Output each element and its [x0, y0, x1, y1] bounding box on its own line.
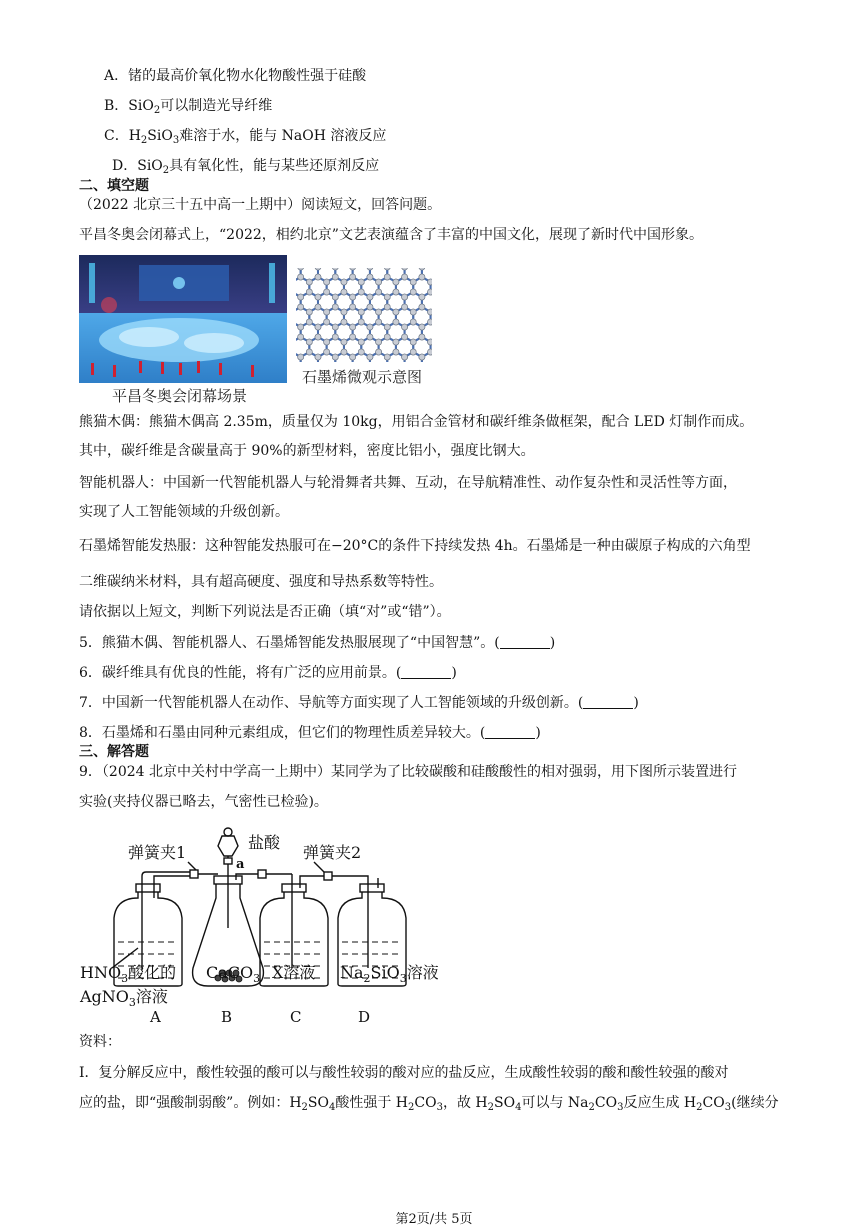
experiment-apparatus-diagram [78, 818, 438, 1028]
reference-1-line1: I．复分解反应中，酸性较强的酸可以与酸性较弱的酸对应的盐反应，生成酸性较弱的酸和酸性较强的酸对 [79, 1065, 729, 1081]
passage-source: （2022 北京三十五中高一上期中）阅读短文，回答问题。 [79, 197, 442, 213]
clip2-label: 弹簧夹2 [303, 843, 362, 862]
bottle-b-letter: B [221, 1008, 233, 1026]
question-9-line2: 实验(夹持仪器已略去，气密性已检验)。 [79, 794, 328, 810]
acid-label: 盐酸 [248, 833, 281, 852]
valve-label: a [236, 857, 245, 872]
section-heading-answer: 三、解答题 [79, 744, 149, 760]
clip1-label: 弹簧夹1 [128, 843, 187, 862]
passage-intro: 平昌冬奥会闭幕式上，“2022，相约北京”文艺表演蕴含了丰富的中国文化，展现了新时代中国形象。 [79, 227, 703, 243]
bottle-d-letter: D [358, 1008, 371, 1026]
passage-p1: 熊猫木偶：熊猫木偶高 2.35m，质量仅为 10kg，用铝合金管材和碳纤维条做框架，配合 LED 灯制作而成。 [79, 414, 754, 430]
question-9-line1: 9．（2024 北京中关村中学高一上期中）某同学为了比较碳酸和硅酸酸性的相对强弱，用下图所示装置进行 [79, 764, 737, 780]
photo1-caption: 平昌冬奥会闭幕场景 [112, 387, 248, 405]
option-c: C．$H_2SiO_3$难溶于水，能与 NaOH 溶液反应 [104, 128, 387, 146]
graphene-diagram [296, 268, 432, 362]
passage-p3: 智能机器人：中国新一代智能机器人与轮滑舞者共舞、互动，在导航精准性、动作复杂性和灵活性等方面， [79, 475, 737, 491]
passage-p4: 实现了人工智能领域的升级创新。 [79, 504, 289, 520]
option-d: D．SiO$_2$具有氧化性，能与某些还原剂反应 [112, 158, 380, 176]
passage-p7: 请依据以上短文，判断下列说法是否正确（填“对”或“错”）。 [79, 604, 451, 620]
bottle-c-letter: C [290, 1008, 302, 1026]
question-7: 7．中国新一代智能机器人在动作、导航等方面实现了人工智能领域的升级创新。( ) [79, 695, 639, 711]
question-8: 8．石墨烯和石墨由同种元素组成，但它们的物理性质差异较大。( ) [79, 725, 541, 741]
answer-blank-6[interactable] [401, 664, 451, 679]
option-b: B．SiO$_2$可以制造光导纤维 [104, 98, 273, 116]
section-heading-fill: 二、填空题 [79, 178, 149, 194]
passage-p2: 其中，碳纤维是含碳量高于 90%的新型材料，密度比铝小，强度比钢大。 [79, 443, 535, 459]
passage-p6: 二维碳纳米材料，具有超高硬度、强度和导热系数等特性。 [79, 574, 443, 590]
passage-p5: 石墨烯智能发热服：这种智能发热服可在−20°C的条件下持续发热 4h。石墨烯是一种由碳原子构成的六角型 [79, 538, 751, 554]
photo2-caption: 石墨烯微观示意图 [302, 368, 423, 386]
reference-1-line2: 应的盐，即“强酸制弱酸”。例如：$H_2SO_4$酸性强于 $H_2CO_3$，故 $H_2SO_4$可以与 $Na_2CO_3$反应生成 $H_2CO_3$(继续分 [79, 1095, 779, 1113]
answer-blank-8[interactable] [485, 724, 535, 739]
reference-title: 资料： [79, 1034, 121, 1050]
bottle-b-label: CaCO$_3$ [206, 963, 261, 985]
question-6: 6．碳纤维具有优良的性能，将有广泛的应用前景。( ) [79, 665, 457, 681]
bottle-a-label-line1: $HNO_3$酸化的 [80, 963, 177, 985]
bottle-c-label: X溶液 [272, 963, 316, 982]
page-footer: 第2页/共 5页 [395, 1212, 473, 1227]
answer-blank-7[interactable] [583, 694, 633, 709]
bottle-a-label-line2: AgNO$_3$溶液 [80, 987, 168, 1009]
bottle-d-label: $Na_2SiO_3$溶液 [340, 963, 438, 985]
answer-blank-5[interactable] [500, 634, 550, 649]
closing-ceremony-photo [79, 255, 287, 383]
question-5: 5．熊猫木偶、智能机器人、石墨烯智能发热服展现了“中国智慧”。( ) [79, 635, 556, 651]
option-a: A．锗的最高价氧化物水化物酸性强于硅酸 [104, 68, 367, 84]
bottle-a-letter: A [150, 1008, 161, 1026]
